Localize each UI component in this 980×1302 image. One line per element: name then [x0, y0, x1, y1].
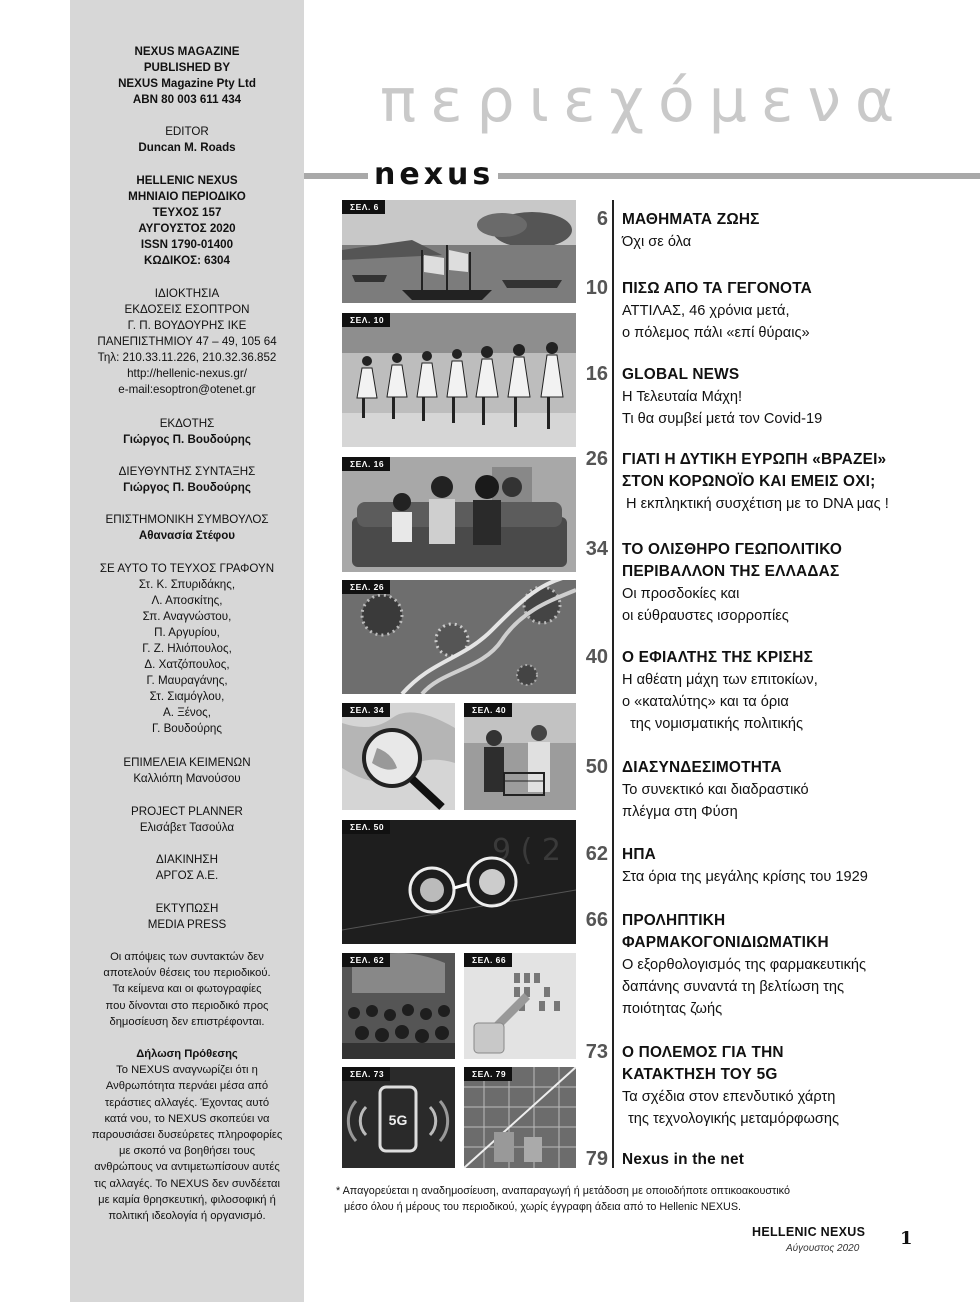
writer-name: Γ. Μαυραγάνης, [146, 674, 228, 687]
entry-subtitle: Οι προσδοκίες και [622, 586, 740, 602]
intent-line: με σκοπό να βοηθήσει τους [119, 1145, 255, 1158]
editing-label: ΕΠΙΜΕΛΕΙΑ ΚΕΙΜΕΝΩΝ [123, 756, 251, 769]
thumbnail-page-34[interactable] [342, 703, 455, 810]
printing-label: ΕΚΤΥΠΩΣΗ [155, 902, 219, 915]
page-tag: ΣΕΛ. 16 [342, 457, 390, 471]
director-label: ΔΙΕΥΘΥΝΤΗΣ ΣΥΝΤΑΞΗΣ [118, 465, 256, 478]
page-tag: ΣΕΛ. 79 [464, 1067, 512, 1081]
entry-subtitle: ο «καταλύτης» και τα όρια [622, 694, 789, 710]
copyright-disclaimer [336, 1183, 896, 1215]
disclaimer-line: μέσο όλου ή μέρους του περιοδικού, χωρίς έγγραφη άδεια από το Hellenic NEXUS. [344, 1201, 742, 1213]
harbor-ships-image [342, 200, 576, 303]
editor-label: EDITOR [165, 125, 209, 138]
planner-block [70, 804, 304, 836]
intent-line: Το NEXUS αναγνωρίζει ότι η [116, 1064, 258, 1077]
masthead-line: ΚΩΔΙΚΟΣ: 6304 [144, 254, 230, 267]
masthead-line: ΜΗΝΙΑΙΟ ΠΕΡΙΟΔΙΚΟ [128, 190, 246, 203]
entry-subtitle: πλέγμα στη Φύση [622, 804, 738, 820]
masthead-line: ΑΥΓΟΥΣΤΟΣ 2020 [138, 222, 236, 235]
entry-heading: ΗΠΑ [622, 846, 656, 863]
writer-name: Γ. Ζ. Ηλιόπουλος, [142, 642, 232, 655]
map-magnifier-image [342, 703, 455, 810]
entry-subtitle: Στα όρια της μεγάλης κρίσης του 1929 [622, 869, 868, 885]
director-block [70, 464, 304, 496]
masthead-sidebar [70, 0, 304, 1302]
entry-heading: ΠΙΣΩ ΑΠΟ ΤΑ ΓΕΓΟΝΟΤΑ [622, 280, 812, 297]
virus-dna-image [342, 580, 576, 694]
writer-name: Στ. Σιαμόγλου, [149, 690, 225, 703]
masthead-line: ABN 80 003 611 434 [132, 93, 242, 106]
issue-block [70, 173, 304, 269]
intent-line: παρουσιάσει δυσεύρετες πληροφορίες [91, 1129, 283, 1142]
svg-text:5G: 5G [388, 1112, 408, 1128]
entry-subtitle: Η αθέατη μάχη των επιτοκίων, [622, 672, 818, 688]
editing-name: Καλλιόπη Μανούσου [133, 772, 241, 785]
page-number: 62 [585, 843, 608, 865]
publisher-label: ΕΚΔΟΤΗΣ [159, 417, 215, 430]
thumbnail-page-73[interactable] [342, 1067, 455, 1168]
masthead-line: ΤΕΥΧΟΣ 157 [152, 206, 222, 219]
page-number: 6 [596, 208, 608, 230]
masthead-line: Γ. Π. ΒΟΥΔΟΥΡΗΣ ΙΚΕ [127, 319, 247, 332]
masthead-line: PUBLISHED BY [143, 61, 231, 74]
advisor-name: Αθανασία Στέφου [138, 529, 236, 542]
printing-block [70, 901, 304, 933]
entry-heading: ΔΙΑΣΥΝΔΕΣΙΜΟΤΗΤΑ [622, 759, 782, 776]
entry-subtitle: της τεχνολογικής μεταμόρφωσης [628, 1111, 840, 1127]
page-number: 73 [585, 1041, 608, 1063]
website-link[interactable]: http://hellenic-nexus.gr/ [127, 367, 247, 380]
editor-block [70, 124, 304, 156]
writer-name: Σπ. Αναγνώστου, [142, 610, 232, 623]
entry-subtitle: Ο εξορθολογισμός της φαρμακευτικής [622, 957, 867, 973]
entry-heading: ΚΑΤΑΚΤΗΣΗ ΤΟΥ 5G [622, 1066, 778, 1083]
page-tag: ΣΕΛ. 50 [342, 820, 390, 834]
page-number: 10 [585, 277, 608, 299]
entry-subtitle: ΑΤΤΙΛΑΣ, 46 χρόνια μετά, [622, 303, 790, 319]
disclaimer-line: * Απαγορεύεται η αναδημοσίευση, αναπαραγωγή ή μετάδοση με οποιοδήποτε οπτικοακουστικό [336, 1185, 790, 1197]
entry-heading: ΠΡΟΛΗΠΤΙΚΗ [622, 912, 726, 929]
entry-subtitle: Η εκπληκτική συσχέτιση με το DNA μας ! [626, 496, 889, 512]
entry-heading: ΦΑΡΜΑΚΟΓΟΝΙΔΙΩΜΑΤΙΚΗ [622, 934, 829, 951]
intent-line: πολιτική ιδεολογία ή οργανισμό. [108, 1210, 266, 1223]
thumbnail-page-62[interactable] [342, 953, 455, 1059]
opinion-line: δημοσίευση δεν επιστρέφονται. [109, 1015, 265, 1028]
masthead-line: ΙΔΙΟΚΤΗΣΙΑ [154, 287, 220, 300]
entry-heading: ΓΙΑΤΙ Η ΔΥΤΙΚΗ ΕΥΡΩΠΗ «ΒΡΑΖΕΙ» [622, 451, 887, 468]
page-title: περιεχόμενα [380, 66, 909, 136]
entry-subtitle: της νομισματικής πολιτικής [630, 716, 804, 732]
thumbnail-page-6[interactable] [342, 200, 576, 303]
intent-line: τεράστιες αλλαγές. Έχοντας αυτό [104, 1096, 270, 1109]
masthead-line: ISSN 1790-01400 [140, 238, 234, 251]
writers-block [70, 561, 304, 737]
opinion-line: που δίνονται στο περιοδικό προς [105, 999, 269, 1012]
editing-block [70, 755, 304, 787]
footer-brand: HELLENIC NEXUS [752, 1225, 866, 1239]
page-tag: ΣΕΛ. 26 [342, 580, 390, 594]
ownership-block [70, 286, 304, 398]
page-number: 16 [585, 363, 608, 385]
entry-subtitle: Τι θα συμβεί μετά τον Covid-19 [622, 411, 823, 427]
writer-name: Α. Ξένος, [163, 706, 211, 719]
writer-name: Στ. Κ. Σπυριδάκης, [138, 578, 236, 591]
masthead-line: ΠΑΝΕΠΙΣΤΗΜΙΟΥ 47 – 49, 105 64 [97, 335, 277, 348]
distribution-label: ΔΙΑΚΙΝΗΣΗ [156, 853, 218, 866]
entry-heading: ΠΕΡΙΒΑΛΛΟΝ ΤΗΣ ΕΛΛΑΔΑΣ [622, 563, 840, 580]
intent-block [70, 1046, 304, 1224]
advisor-block [70, 512, 304, 544]
intent-line: με καμία θρησκευτική, φιλοσοφική ή [98, 1193, 276, 1206]
entry-subtitle: δαπάνης συναντά τη βελτίωση της [622, 979, 845, 995]
masthead-line: ΕΚΔΟΣΕΙΣ ΕΣΟΠΤΡΟΝ [124, 303, 250, 316]
entry-heading: Ο ΕΦΙΑΛΤΗΣ ΤΗΣ ΚΡΙΣΗΣ [622, 649, 814, 666]
thumbnail-page-10[interactable] [342, 313, 576, 447]
header-rule-right [498, 173, 980, 179]
5g-phone-image [342, 1067, 455, 1168]
director-name: Γιώργος Π. Βουδούρης [123, 481, 251, 494]
parade-image [342, 313, 576, 447]
entry-heading: Nexus in the net [622, 1151, 745, 1168]
thumbnail-page-16[interactable] [342, 457, 576, 572]
entry-subtitle: Τα σχέδια στον επενδυτικό χάρτη [622, 1089, 836, 1105]
entry-heading: ΤΟ ΟΛΙΣΘΗΡΟ ΓΕΩΠΟΛΙΤΙΚΟ [622, 541, 843, 558]
page-number: 79 [585, 1148, 608, 1170]
intent-line: τις αλλαγές. Το NEXUS δεν συνδέεται [94, 1177, 280, 1190]
page-tag: ΣΕΛ. 62 [342, 953, 390, 967]
intent-line: κατά νου, το NEXUS σκοπεύει να [104, 1112, 270, 1125]
page-tag: ΣΕΛ. 40 [464, 703, 512, 717]
page-tag: ΣΕΛ. 66 [464, 953, 512, 967]
writer-name: Δ. Χατζόπουλος, [144, 658, 230, 671]
publisher2-block [70, 416, 304, 448]
entry-subtitle: οι εύθραυστες ισορροπίες [622, 608, 789, 624]
masthead-line: Τηλ: 210.33.11.226, 210.32.36.852 [97, 351, 277, 364]
entry-subtitle: Το συνεκτικό και διαδραστικό [622, 782, 809, 798]
entry-subtitle: ποιότητας ζωής [622, 1001, 723, 1017]
page-tag: ΣΕΛ. 6 [342, 200, 385, 214]
entry-heading: ΜΑΘΗΜΑΤΑ ΖΩΗΣ [622, 211, 760, 228]
opinion-line: Τα κείμενα και οι φωτογραφίες [112, 983, 262, 996]
page-number: 26 [585, 448, 608, 470]
footer-date: Αύγουστος 2020 [786, 1243, 860, 1254]
intent-line: Ανθρωπότητα περνάει μέσα από [105, 1080, 269, 1093]
distribution-name: ΑΡΓΟΣ Α.Ε. [155, 869, 219, 882]
writers-label: ΣΕ ΑΥΤΟ ΤΟ ΤΕΥΧΟΣ ΓΡΑΦΟΥΝ [99, 562, 275, 575]
planner-name: Ελισάβετ Τασούλα [139, 821, 235, 834]
entry-subtitle: Όχι σε όλα [622, 234, 692, 250]
page-tag: ΣΕΛ. 73 [342, 1067, 390, 1081]
writer-name: Γ. Βουδούρης [152, 722, 222, 735]
page-number: 40 [585, 646, 608, 668]
page-tag: ΣΕΛ. 10 [342, 313, 390, 327]
publisher-name: Γιώργος Π. Βουδούρης [123, 433, 251, 446]
thumbnail-page-50[interactable] [342, 820, 576, 944]
masthead-line: NEXUS MAGAZINE [134, 45, 240, 58]
email-link[interactable]: e-mail:esoptron@otenet.gr [118, 383, 256, 396]
opinion-line: αποτελούν θέσεις του περιοδικού. [103, 967, 271, 980]
intent-label: Δήλωση Πρόθεσης [136, 1048, 238, 1060]
writer-name: Λ. Αποσκίτης, [151, 594, 223, 607]
masthead-line: NEXUS Magazine Pty Ltd [118, 77, 256, 90]
publisher-block [70, 44, 304, 108]
page-number-footer: 1 [900, 1228, 913, 1249]
page-number: 34 [585, 538, 608, 560]
printing-name: MEDIA PRESS [147, 918, 227, 931]
page-number: 66 [585, 909, 608, 931]
gasmask-family-image [342, 457, 576, 572]
header-rule-left [304, 173, 368, 179]
writer-name: Π. Αργυρίου, [154, 626, 220, 639]
entry-subtitle: Η Τελευταία Μάχη! [622, 389, 743, 405]
page-tag: ΣΕΛ. 34 [342, 703, 390, 717]
spheres-network-image [342, 820, 576, 944]
intent-line: ανθρώπους να αντιμετωπίσουν αυτές [94, 1161, 280, 1174]
entry-heading: GLOBAL NEWS [622, 366, 740, 383]
svg-text:9 ( 2: 9 ( 2 [492, 833, 561, 868]
planner-label: PROJECT PLANNER [131, 805, 243, 818]
opinion-line: Οι απόψεις των συντακτών δεν [110, 951, 264, 963]
crowd-image [342, 953, 455, 1059]
opinions-block [70, 949, 304, 1030]
advisor-label: ΕΠΙΣΤΗΜΟΝΙΚΗ ΣΥΜΒΟΥΛΟΣ [105, 513, 269, 526]
masthead-line: HELLENIC NEXUS [136, 174, 238, 187]
contents-divider [612, 200, 614, 1168]
thumbnail-page-26[interactable] [342, 580, 576, 694]
entry-subtitle: ο πόλεμος πάλι «επί θύραις» [622, 325, 810, 341]
brand-logo: nexus [374, 157, 495, 192]
editor-name: Duncan M. Roads [138, 141, 236, 154]
entry-heading: Ο ΠΟΛΕΜΟΣ ΓΙΑ ΤΗΝ [622, 1044, 784, 1061]
distribution-block [70, 852, 304, 884]
entry-heading: ΣΤΟΝ ΚΟΡΩΝΟΪΟ ΚΑΙ ΕΜΕΙΣ ΟΧΙ; [622, 473, 876, 490]
page-number: 50 [585, 756, 608, 778]
